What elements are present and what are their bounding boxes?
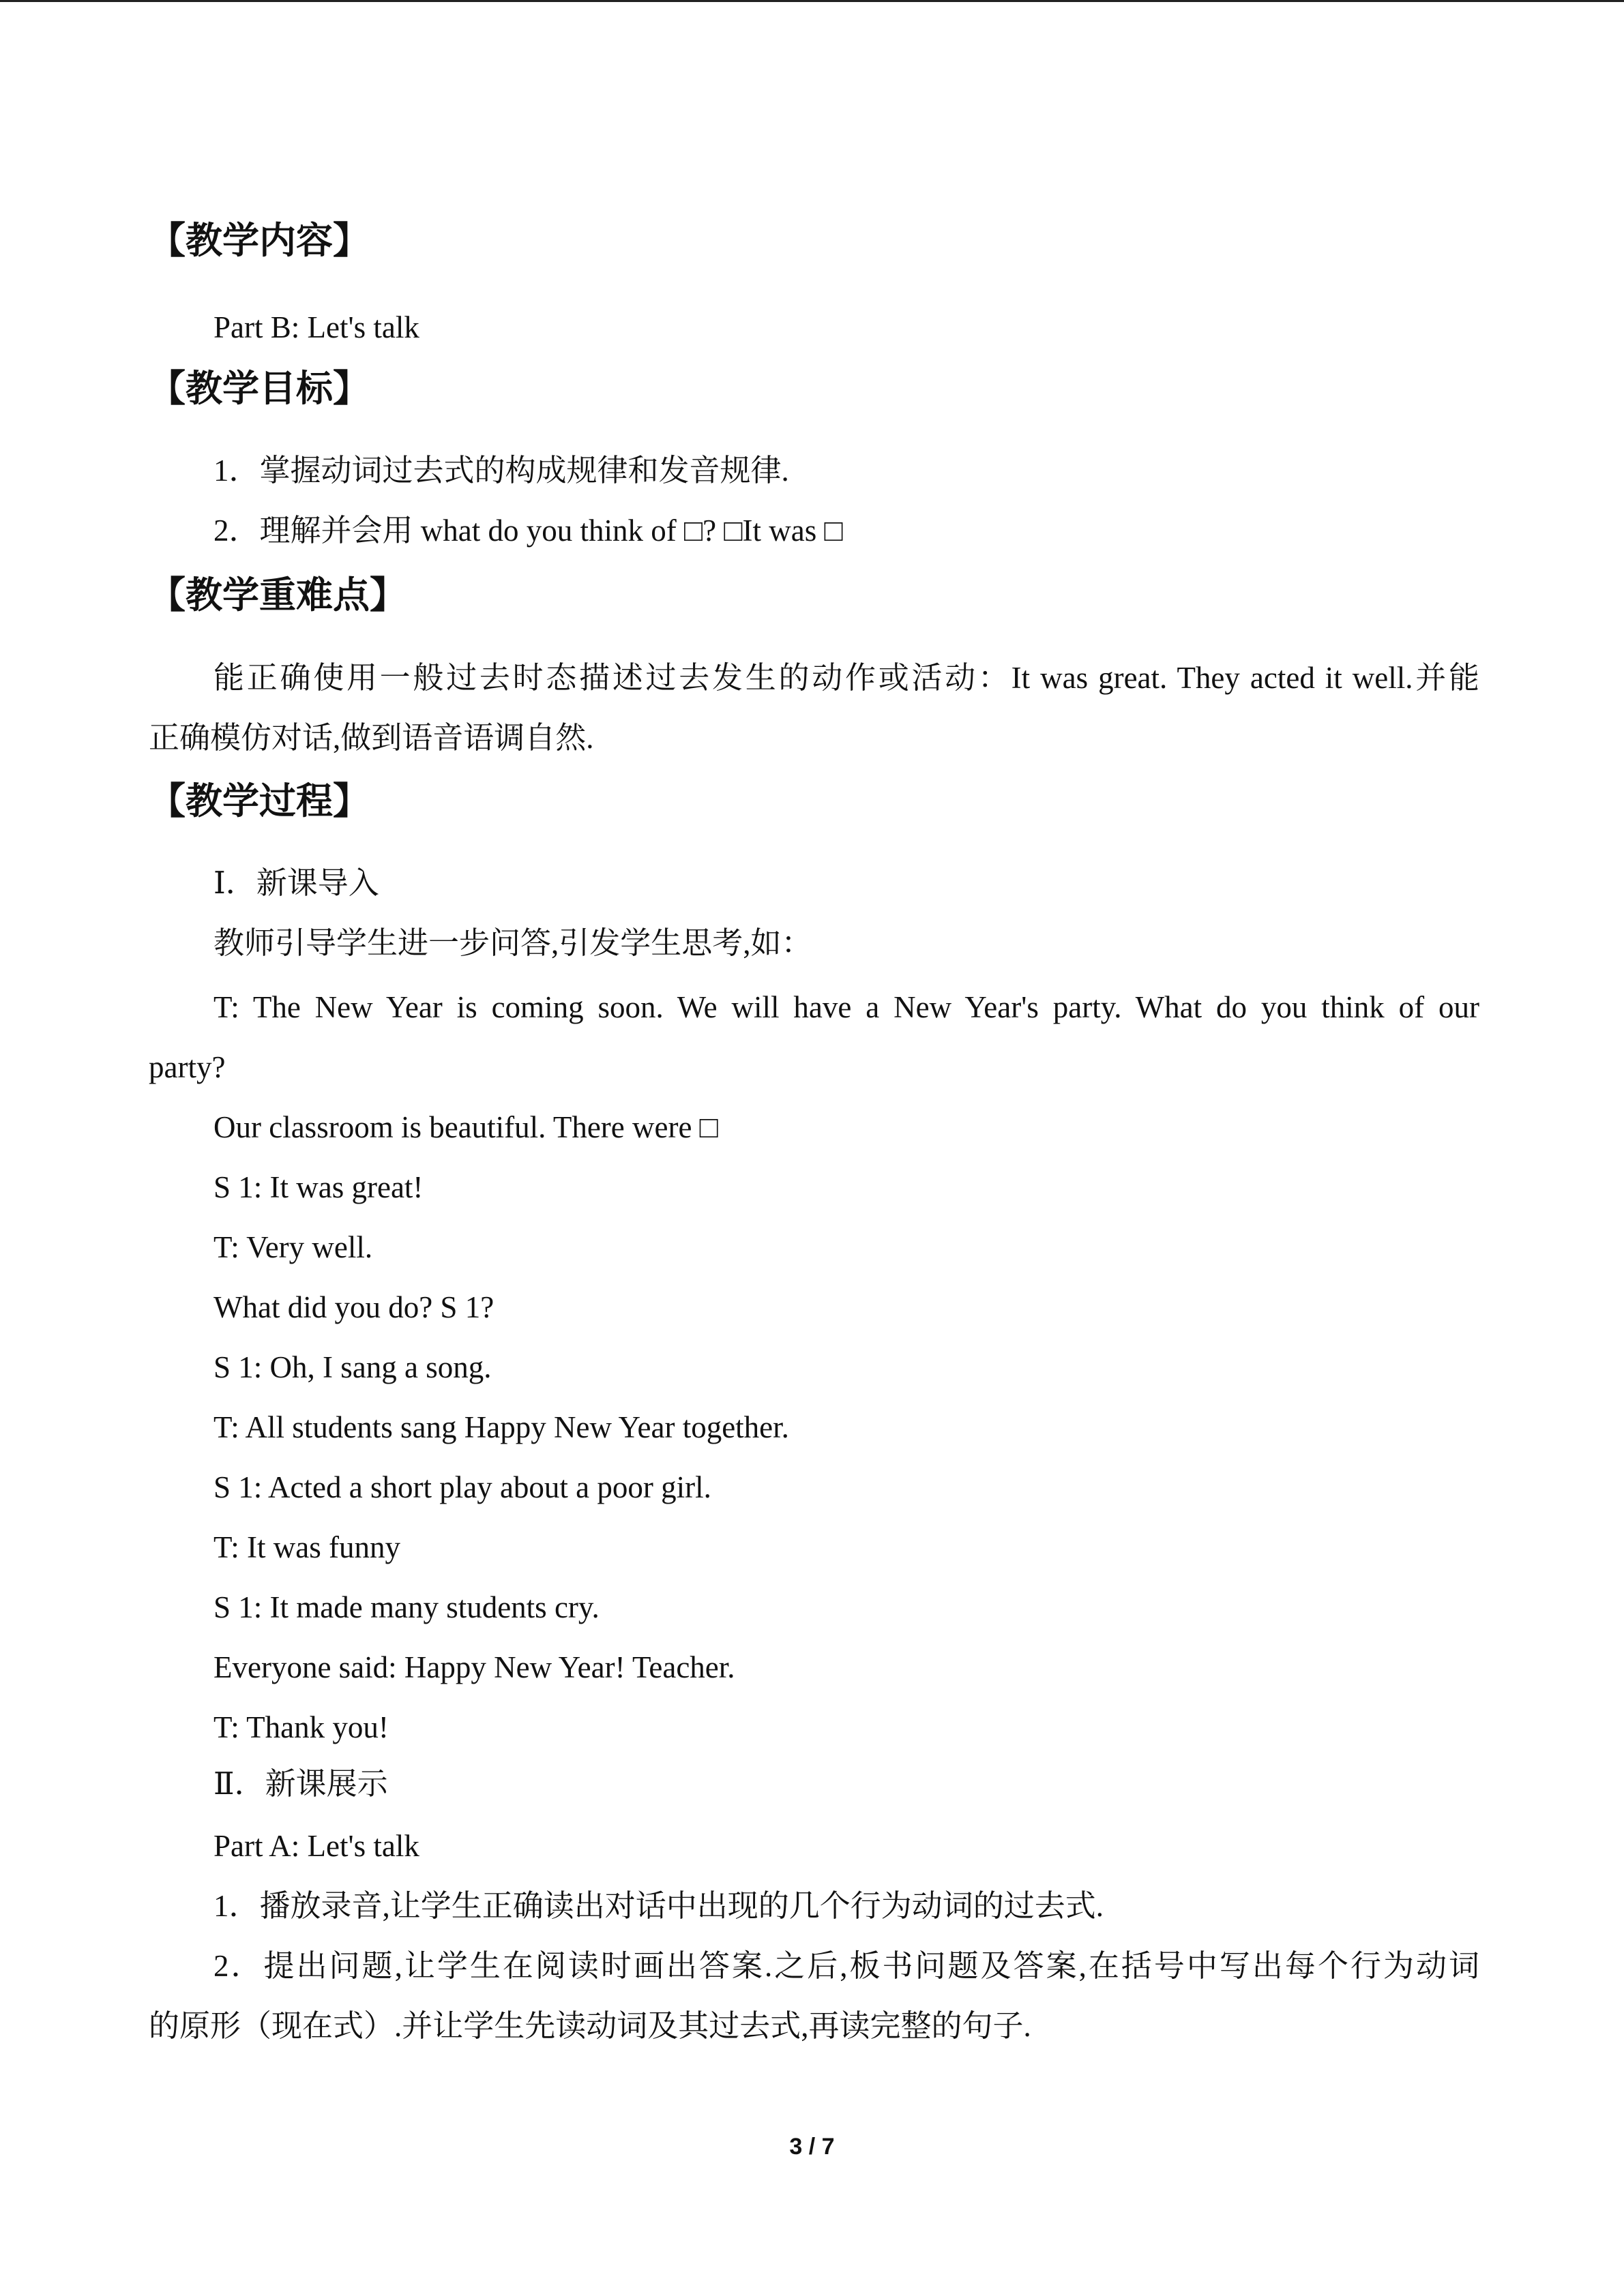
section-1-title: Ⅰ．新课导入 bbox=[213, 866, 379, 900]
dialogue-line: S 1: It was great! bbox=[213, 1170, 424, 1204]
dialogue-line: What did you do? S 1? bbox=[213, 1290, 494, 1324]
dialogue-line: S 1: It made many students cry. bbox=[213, 1590, 600, 1624]
heading-key-points: 【教学重难点】 bbox=[149, 573, 407, 616]
dialogue-line: T: Very well. bbox=[213, 1230, 373, 1264]
dialogue-line: T: All students sang Happy New Year together. bbox=[213, 1410, 789, 1444]
part-a-title: Part A: Let's talk bbox=[213, 1829, 419, 1863]
dialogue-line: party? bbox=[149, 1050, 226, 1084]
heading-teaching-content: 【教学内容】 bbox=[149, 219, 370, 262]
dialogue-line: Our classroom is beautiful. There were □ bbox=[213, 1110, 718, 1144]
heading-teaching-process: 【教学过程】 bbox=[149, 779, 370, 822]
dialogue-line: S 1: Oh, I sang a song. bbox=[213, 1350, 492, 1384]
dialogue-line: T: It was funny bbox=[213, 1530, 400, 1564]
dialogue-line: S 1: Acted a short play about a poor girl. bbox=[213, 1470, 711, 1504]
dialogue-line: Everyone said: Happy New Year! Teacher. bbox=[213, 1650, 735, 1684]
goal-item-1: 1．掌握动词过去式的构成规律和发音规律. bbox=[213, 453, 789, 488]
dialogue-line: T: The New Year is coming soon. We will have a New Year's party. What do you think of our bbox=[213, 990, 1479, 1024]
process-intro: 教师引导学生进一步问答,引发学生思考,如： bbox=[213, 926, 812, 960]
heading-teaching-goals: 【教学目标】 bbox=[149, 367, 370, 410]
key-points-line-1: 能正确使用一般过去时态描述过去发生的动作或活动：It was great. They acted it well.并能 bbox=[213, 661, 1479, 695]
goal-item-2: 2．理解并会用 what do you think of □? □It was □ bbox=[213, 513, 843, 548]
process-step-2-line-1: 2．提出问题,让学生在阅读时画出答案.之后,板书问题及答案,在括号中写出每个行为动词 bbox=[213, 1949, 1479, 1983]
process-step-2-line-2: 的原形（现在式）.并让学生先读动词及其过去式,再读完整的句子. bbox=[149, 2009, 1031, 2043]
key-points-line-2: 正确模仿对话,做到语音语调自然. bbox=[149, 721, 594, 755]
process-step-1: 1．播放录音,让学生正确读出对话中出现的几个行为动词的过去式. bbox=[213, 1889, 1104, 1923]
dialogue-line: T: Thank you! bbox=[213, 1710, 389, 1744]
content-part-b: Part B: Let's talk bbox=[213, 310, 419, 344]
section-2-title: Ⅱ．新课展示 bbox=[213, 1767, 388, 1801]
page-number: 3 / 7 bbox=[789, 2134, 835, 2160]
